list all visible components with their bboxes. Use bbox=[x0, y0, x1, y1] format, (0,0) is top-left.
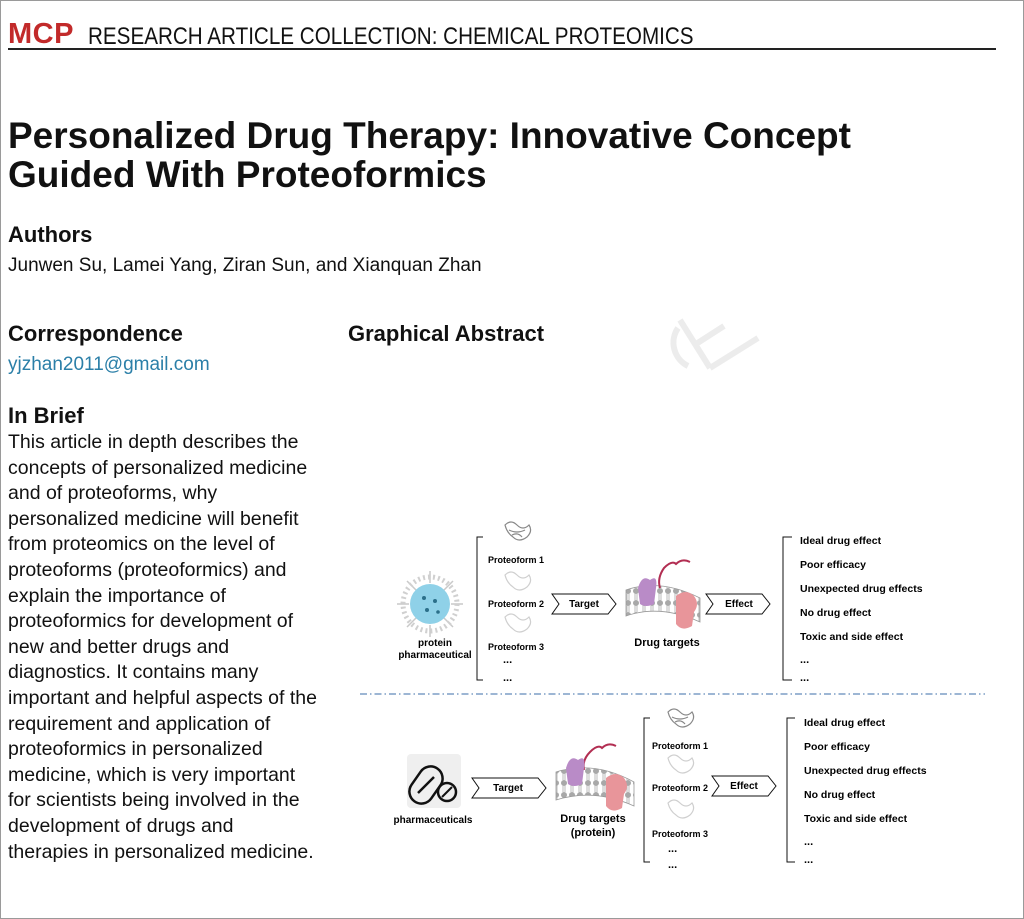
proof-watermark bbox=[600, 282, 770, 377]
top-source-label-2: pharmaceutical bbox=[398, 650, 472, 661]
top-effect-item-1: Ideal drug effect bbox=[800, 535, 882, 547]
collection-title: RESEARCH ARTICLE COLLECTION: CHEMICAL PROTEOMICS bbox=[88, 23, 694, 50]
top-effect-item-2: Poor efficacy bbox=[800, 559, 866, 571]
bottom-effect-ellipsis-2: ... bbox=[804, 854, 814, 866]
journal-logo: MCP bbox=[8, 18, 74, 50]
bottom-target-label: Target bbox=[493, 783, 523, 794]
bottom-effect-item-1: Ideal drug effect bbox=[804, 717, 886, 729]
bottom-proteoform-3-label: Proteoform 3 bbox=[652, 829, 709, 839]
bottom-proteoform-1-structure bbox=[668, 709, 694, 727]
top-proteoform-2-label: Proteoform 2 bbox=[488, 599, 545, 609]
top-proteoform-ellipsis-2: ... bbox=[503, 672, 513, 684]
top-proteoform-1-structure bbox=[505, 522, 531, 540]
in-brief-text: This article in depth describes the concepts of personalized medicine and of proteoforms, why personalized medicine will benefit from proteomics on the level of proteoforms (proteoformics) and explain the importance of proteoformics for development of new and better drugs and diagnostics. It contains many important and helpful aspects of the requirement and application of proteoformics in personalized medicine, which is very important for scientists being involved in the development of drugs and therapies in personalized medicine. bbox=[8, 431, 317, 863]
bottom-proteoform-2-structure bbox=[668, 755, 694, 773]
bottom-effect-item-2: Poor efficacy bbox=[804, 741, 870, 753]
bottom-drug-targets-label-2: (protein) bbox=[570, 827, 616, 839]
bottom-effect-item-4: No drug effect bbox=[804, 789, 876, 801]
bottom-proteoform-bracket bbox=[644, 718, 650, 862]
protein-pharmaceutical-icon bbox=[397, 571, 463, 637]
pharmaceuticals-pill-icon bbox=[405, 754, 461, 808]
top-target-label: Target bbox=[569, 599, 599, 610]
graphical-abstract-heading: Graphical Abstract bbox=[348, 321, 545, 346]
top-effect-ellipsis-2: ... bbox=[800, 672, 810, 684]
bottom-effect-item-5: Toxic and side effect bbox=[804, 813, 908, 825]
bottom-proteoform-2-label: Proteoform 2 bbox=[652, 783, 709, 793]
bottom-effect-item-3: Unexpected drug effects bbox=[804, 765, 927, 777]
bottom-drug-targets-label-1: Drug targets bbox=[560, 813, 626, 825]
correspondence-heading: Correspondence bbox=[8, 321, 183, 346]
top-proteoform-ellipsis-1: ... bbox=[503, 654, 513, 666]
correspondence-email-link[interactable]: yjzhan2011@gmail.com bbox=[8, 354, 210, 375]
top-proteoform-3-structure bbox=[505, 614, 531, 632]
top-effect-item-3: Unexpected drug effects bbox=[800, 583, 923, 595]
top-drug-targets-label: Drug targets bbox=[634, 637, 700, 649]
article-title: Personalized Drug Therapy: Innovative Concept Guided With Proteoformics bbox=[8, 115, 851, 195]
top-proteoform-bracket bbox=[477, 537, 483, 680]
top-proteoform-3-label: Proteoform 3 bbox=[488, 642, 545, 652]
top-proteoform-1-label: Proteoform 1 bbox=[488, 555, 545, 565]
top-drug-target-membrane bbox=[626, 560, 700, 628]
top-source-label-1: protein bbox=[418, 638, 452, 649]
bottom-source-label: pharmaceuticals bbox=[393, 815, 473, 826]
bottom-proteoform-ellipsis-1: ... bbox=[668, 843, 678, 855]
top-proteoform-2-structure bbox=[505, 572, 531, 590]
bottom-proteoform-3-structure bbox=[668, 800, 694, 818]
bottom-proteoform-1-label: Proteoform 1 bbox=[652, 741, 709, 751]
bottom-effects-bracket bbox=[787, 718, 795, 862]
graphical-abstract-figure bbox=[356, 520, 986, 880]
top-effect-label: Effect bbox=[725, 599, 753, 610]
bottom-proteoform-ellipsis-2: ... bbox=[668, 859, 678, 871]
bottom-effect-ellipsis-1: ... bbox=[804, 836, 814, 848]
authors-heading: Authors bbox=[8, 222, 93, 247]
bottom-drug-target-membrane bbox=[556, 744, 634, 810]
bottom-effect-label: Effect bbox=[730, 781, 758, 792]
top-effects-bracket bbox=[783, 537, 792, 680]
authors-list: Junwen Su, Lamei Yang, Ziran Sun, and Xianquan Zhan bbox=[8, 255, 482, 276]
top-effect-item-5: Toxic and side effect bbox=[800, 631, 904, 643]
top-effect-ellipsis-1: ... bbox=[800, 654, 810, 666]
top-effect-item-4: No drug effect bbox=[800, 607, 872, 619]
in-brief-heading: In Brief bbox=[8, 403, 84, 428]
journal-header bbox=[8, 18, 996, 50]
